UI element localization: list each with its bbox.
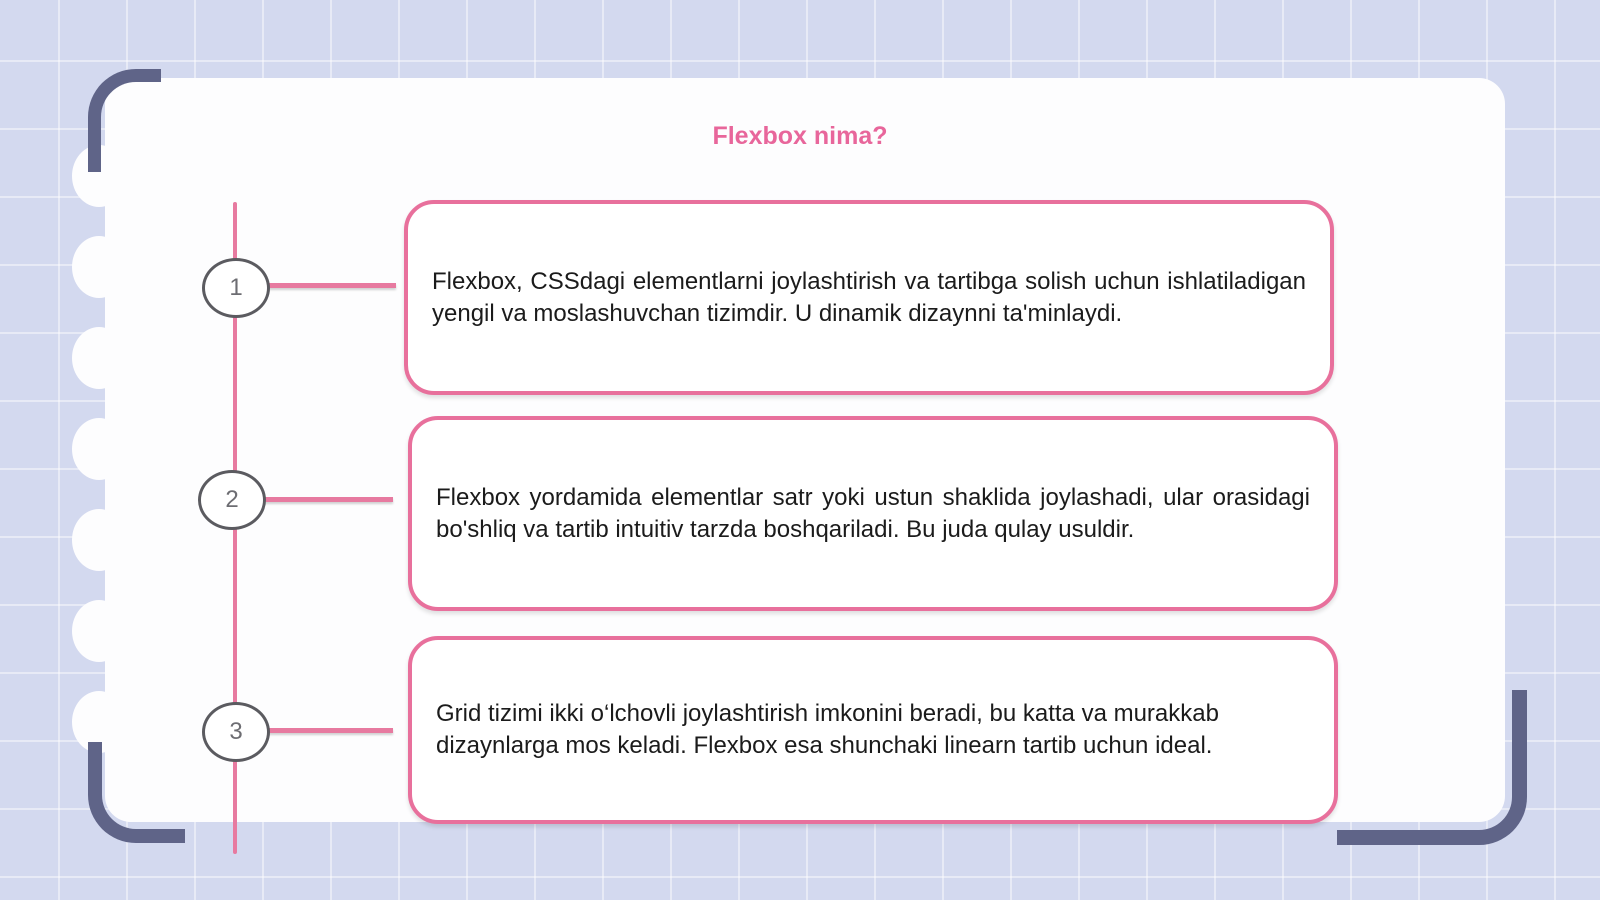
frame-corner-bottom-left [88,742,185,843]
step-text-3: Grid tizimi ikki o‘lchovli joylashtirish imkonini beradi, bu katta va murakkab dizaynlarga mos keladi. Flexbox esa shunchaki linearn tartib uchun ideal. [436,700,1219,759]
step-text-2: Flexbox yordamida elementlar satr yoki ustun shaklida joylashadi, ular orasidagi bo'shliq va tartib intuitiv tarzda boshqariladi. Bu juda qulay usuldir. [436,483,1310,543]
step-box-2 [408,416,1338,611]
step-box-3 [408,636,1338,824]
paper-scallop [72,600,126,662]
paper-scallop [72,418,126,480]
step-number-3: 3 [202,702,270,762]
step-text-1: Flexbox, CSSdagi elementlarni joylashtirish va tartibga solish uchun ishlatiladigan yengil va moslashuvchan tizimdir. U dinamik dizaynni ta'minlaydi. [432,267,1306,327]
paper-scallop [72,236,126,298]
step-box-1 [404,200,1334,395]
paper-scallop [72,509,126,571]
timeline-connector-3 [266,728,393,733]
paper-scallop [72,327,126,389]
slide-title: Flexbox nima? [712,122,888,150]
frame-corner-top-left [88,69,161,172]
timeline-connector-2 [263,497,393,502]
timeline-connector-1 [268,283,396,288]
step-number-1: 1 [202,258,270,318]
step-number-2: 2 [198,470,266,530]
frame-corner-bottom-right [1337,690,1527,845]
